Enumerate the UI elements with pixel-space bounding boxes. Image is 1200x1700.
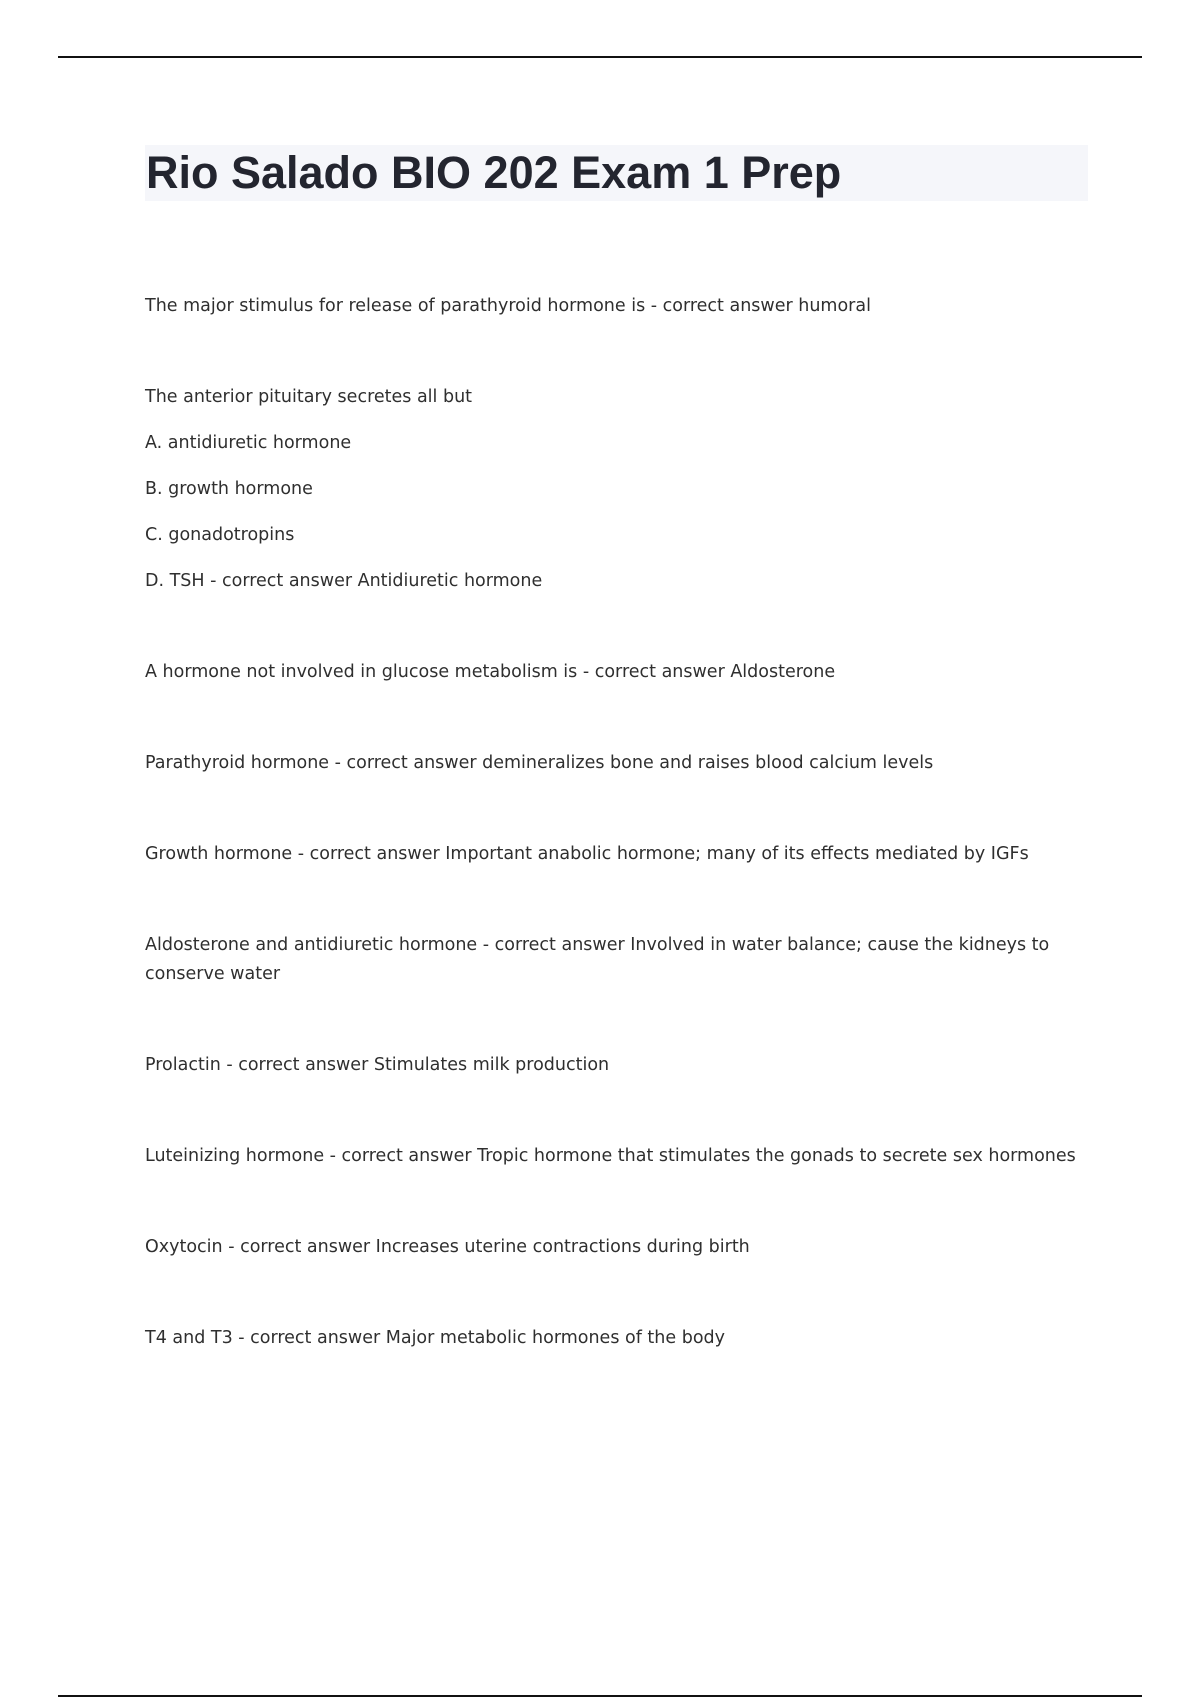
document-title: Rio Salado BIO 202 Exam 1 Prep [146, 147, 842, 198]
qa-text: The major stimulus for release of parathyroid hormone is - correct answer humoral [145, 296, 871, 316]
qa-item [145, 931, 1080, 989]
qa-item [145, 1051, 1080, 1080]
header-rule [58, 56, 1142, 58]
footer-rule [58, 1695, 1142, 1697]
option-a: A. antidiuretic hormone [145, 433, 352, 453]
qa-text: Luteinizing hormone - correct answer Tropic hormone that stimulates the gonads to secrete sex hormones [145, 1146, 1076, 1166]
qa-item [145, 292, 1080, 321]
qa-text: A hormone not involved in glucose metabolism is - correct answer Aldosterone [145, 662, 836, 682]
qa-item [145, 749, 1080, 778]
option-d-answer: D. TSH - correct answer Antidiuretic hormone [145, 571, 543, 591]
qa-text: Aldosterone and antidiuretic hormone - correct answer Involved in water balance; cause the kidneys to conserve water [145, 935, 1050, 984]
qa-item [145, 1233, 1080, 1262]
qa-list [145, 292, 1080, 1415]
option-c: C. gonadotropins [145, 525, 295, 545]
qa-item [145, 658, 1080, 687]
qa-item [145, 840, 1080, 869]
qa-text: Parathyroid hormone - correct answer demineralizes bone and raises blood calcium levels [145, 753, 934, 773]
qa-item [145, 1142, 1080, 1171]
qa-text: Growth hormone - correct answer Important anabolic hormone; many of its effects mediated by IGFs [145, 844, 1029, 864]
qa-item [145, 1324, 1080, 1353]
option-b: B. growth hormone [145, 479, 313, 499]
question-stem: The anterior pituitary secretes all but [145, 387, 473, 407]
qa-item-multiple-choice [145, 383, 1080, 596]
qa-text: Oxytocin - correct answer Increases uterine contractions during birth [145, 1237, 750, 1257]
qa-text: T4 and T3 - correct answer Major metabolic hormones of the body [145, 1328, 725, 1348]
qa-text: Prolactin - correct answer Stimulates milk production [145, 1055, 610, 1075]
